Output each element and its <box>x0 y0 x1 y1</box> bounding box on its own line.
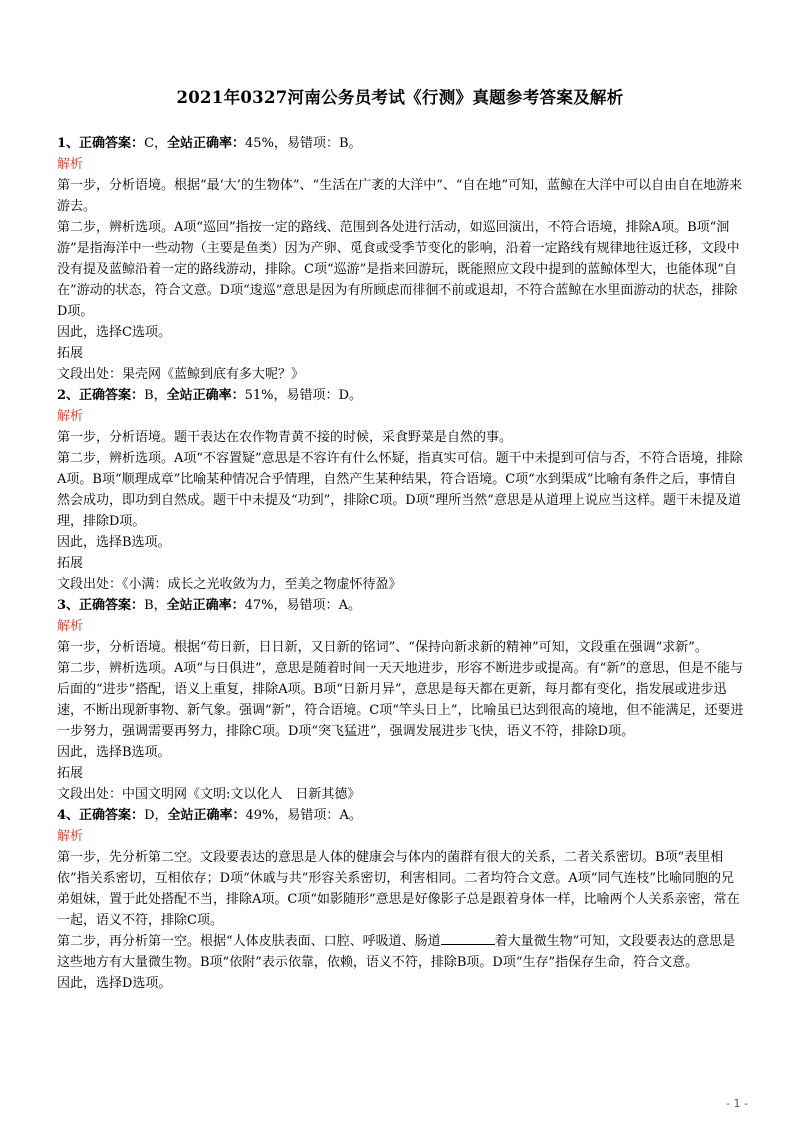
question-4 <box>57 805 747 994</box>
analysis-paragraph: 第二步，辨析选项。A项“巡回”指按一定的路线、范围到各处进行活动，如巡回演出，不符合语境，排除A项。B项“洄游”是指海洋中一些动物（主要是鱼类）因为产卵、觅食或受季节变化的影响，沿着一定路线有规律地往返迁移，文段中没有提及蓝鲸沿着一定的路线游动，排除。C项“巡游”是指来回游玩，既能照应文段中提到的蓝鲸体型大，也能体现“自在”游动的状态，符合文意。D项“逡巡”意思是因为有所顾虑而徘徊不前或退却，不符合蓝鲸在水里面游动的状态，排除D项。 <box>57 220 740 319</box>
page-number: - 1 - <box>726 1097 748 1110</box>
source-citation: 文段出处：中国文明网《文明:文以化人 日新其德》 <box>57 787 361 802</box>
fill-in-blank <box>441 932 495 945</box>
question-header: 2、正确答案：B，全站正确率：51%，易错项：D。 <box>57 388 362 403</box>
conclusion: 因此，选择B选项。 <box>57 745 171 760</box>
conclusion: 因此，选择C选项。 <box>57 325 171 340</box>
analysis-label: 解析 <box>57 157 84 172</box>
question-2 <box>57 385 747 595</box>
question-header: 3、正确答案：B，全站正确率：47%，易错项：A。 <box>57 598 361 613</box>
extension-label: 拓展 <box>57 346 84 361</box>
analysis-label: 解析 <box>57 619 84 634</box>
question-1 <box>57 133 747 385</box>
analysis-paragraph: 第一步，分析语境。题干表达在农作物青黄不接的时候，采食野菜是自然的事。 <box>57 430 513 445</box>
analysis-paragraph: 第二步，再分析第一空。根据“人体皮肤表面、口腔、呼吸道、肠道 着大量微生物”可知，文段要表达的意思是这些地方有大量微生物。B项“依附”表示依靠，依赖，语义不符，排除B项。D项“生存”指保存生命，符合文意。 <box>57 934 736 970</box>
analysis-paragraph: 第一步，分析语境。根据“苟日新，日日新，又日新的铭词”、“保持向新求新的精神”可知，文段重在强调“求新”。 <box>57 640 708 655</box>
analysis-label: 解析 <box>57 409 84 424</box>
document-body <box>57 133 747 994</box>
source-citation: 文段出处：果壳网《蓝鲸到底有多大呢？》 <box>57 367 305 382</box>
question-header: 4、正确答案：D，全站正确率：49%，易错项：A。 <box>57 808 362 823</box>
page-title: 2021年0327河南公务员考试《行测》真题参考答案及解析 <box>176 88 624 107</box>
source-citation: 文段出处：《小满：成长之光收敛为力，至美之物虚怀待盈》 <box>57 577 402 592</box>
extension-label: 拓展 <box>57 766 84 781</box>
analysis-paragraph: 第二步，辨析选项。A项“不容置疑”意思是不容许有什么怀疑，指真实可信。题干中未提到可信与否，不符合语境，排除A项。B项“顺理成章”比喻某种情况合乎情理，自然产生某种结果，符合语境。C项“水到渠成”比喻有条件之后，事情自然会成功，即功到自然成。题干中未提及“功到”，排除C项。D项“理所当然”意思是从道理上说应当这样。题干未提及道理，排除D项。 <box>57 451 743 529</box>
extension-label: 拓展 <box>57 556 84 571</box>
conclusion: 因此，选择D选项。 <box>57 976 172 991</box>
question-3 <box>57 595 747 805</box>
analysis-paragraph: 第一步，分析语境。根据“最‘大’的生物体”、“生活在广袤的大洋中”、“自在地”可知，蓝鲸在大洋中可以自由自在地游来游去。 <box>57 178 743 214</box>
analysis-label: 解析 <box>57 829 84 844</box>
question-header: 1、正确答案：C，全站正确率：45%，易错项：B。 <box>57 136 362 151</box>
analysis-paragraph: 第一步，先分析第二空。文段要表达的意思是人体的健康会与体内的菌群有很大的关系，二者关系密切。B项“表里相依”指关系密切，互相依存；D项“休戚与共”形容关系密切，利害相同。二者均符合文意。A项“同气连枝”比喻同胞的兄弟姐妹，置于此处搭配不当，排除A项。C项“如影随形”意思是好像影子总是跟着身体一样，比喻两个人关系亲密，常在一起，语义不符，排除C项。 <box>57 850 740 928</box>
conclusion: 因此，选择B选项。 <box>57 535 171 550</box>
analysis-paragraph: 第二步，辨析选项。A项“与日俱进”，意思是随着时间一天天地进步，形容不断进步或提高。有“新”的意思，但是不能与后面的“进步”搭配，语义上重复，排除A项。B项“日新月异”，意思是每天都在更新，每月都有变化，指发展或进步迅速，不断出现新事物、新气象。强调“新”，符合语境。C项“竿头日上”，比喻虽已达到很高的境地，但不能满足，还要进一步努力，强调需要再努力，排除C项。D项“突飞猛进”，强调发展进步飞快，语义不符，排除D项。 <box>57 661 744 739</box>
